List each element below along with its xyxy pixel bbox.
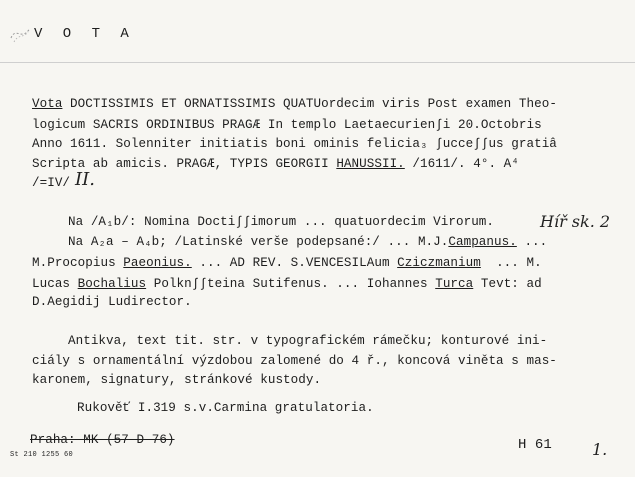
record-line-3: Anno 1611. Solenniter initiatis boni ominis felicia₃ ∫ucce∫∫us gratiâ — [32, 137, 557, 151]
record-line-6: Na /A₁b/: Nomina Docti∫∫imorum ... quatuordecim Virorum. — [68, 215, 495, 229]
handwritten-folio: II. — [75, 169, 95, 190]
author-campanus: Campanus. — [448, 235, 517, 249]
record-line-2: logicum SACRIS ORDINIBUS PRAGÆ In templo Laetaecurien∫i 20.Octobris — [32, 118, 542, 132]
record-line-10: D.Aegidij Ludirector. — [32, 295, 192, 309]
record-line-4: Scripta ab amicis. PRAGÆ, TYPIS GEORGII HANUSSII. /1611/. 4°. A⁴ — [32, 157, 519, 171]
record-line-14: Rukověť I.319 s.v.Carmina gratulatoria. — [77, 401, 374, 415]
corner-mark: 1. — [592, 440, 608, 459]
flourish-ornament — [8, 20, 34, 46]
record-title-word: Vota — [32, 97, 63, 111]
record-line-12: ciály s ornamentální výzdobou zalomené do 4 ř., koncová viněta s mas- — [32, 354, 557, 368]
header-rule — [0, 62, 635, 63]
handwritten-annotation: Híř sk. 2 — [540, 212, 611, 231]
record-line-13: karonem, signatury, stránkové kustody. — [32, 373, 322, 387]
record-line-1-rest: DOCTISSIMIS ET ORNATISSIMIS QUATUordecim viris Post examen Theo- — [62, 97, 557, 111]
shelfmark: H 61 — [518, 437, 552, 453]
author-paeonius: Paeonius. — [123, 256, 192, 270]
record-line-8: M.Procopius Paeonius. ... AD REV. S.VENCESILAum Cziczmanium ... M. — [32, 256, 542, 270]
record-line-1 — [32, 96, 557, 112]
record-line-9: Lucas Bochalius Polkn∫∫teina Sutifenus. ... Iohannes Turca Tevt: ad — [32, 277, 542, 291]
author-turca: Turca — [435, 277, 474, 291]
printer-name: HANUSSII. — [336, 157, 405, 171]
author-bochalius: Bochalius — [77, 277, 147, 291]
author-cziczmanium: Cziczmanium — [397, 256, 481, 270]
print-code: St 210 1255 60 — [10, 451, 74, 459]
record-line-11: Antikva, text tit. str. v typografickém rámečku; konturové ini- — [68, 334, 548, 348]
card-header-title: V O T A — [34, 26, 135, 42]
record-line-5: /=IV/ — [32, 176, 71, 190]
location-note: Praha: MK (57 D 76) — [30, 433, 175, 447]
record-line-7: Na A₂a – A₄b; /Latinské verše podepsané:/ ... M.J.Campanus. ... — [68, 235, 548, 249]
